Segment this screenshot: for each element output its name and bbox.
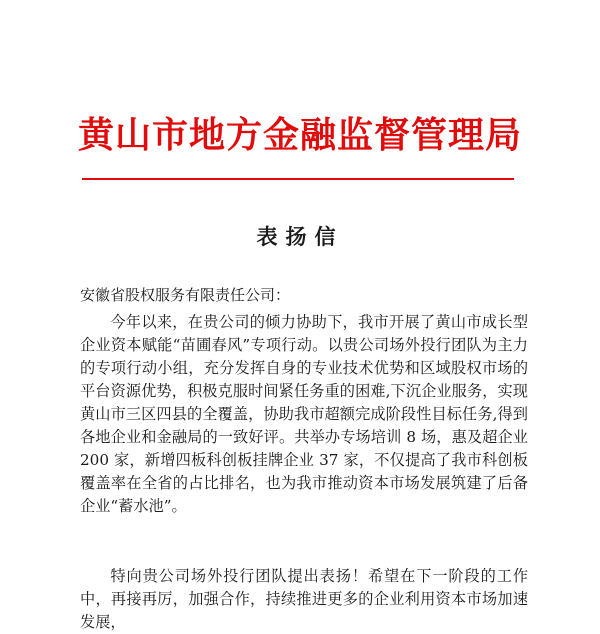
letter-paragraph-2: 特向贵公司场外投行团队提出表扬！希望在下一阶段的工作中，再接再厉，加强合作，持续推进更多的企业利用资本市场加速发展， — [80, 567, 528, 631]
letter-salutation: 安徽省股权服务有限责任公司： — [80, 286, 291, 304]
letter-title: 表扬信 — [256, 224, 344, 249]
letterhead-org-name: 黄山市地方金融监督管理局 — [77, 114, 522, 156]
letterhead-red-rule — [82, 178, 514, 180]
letter-paragraph-1: 今年以来，在贵公司的倾力协助下，我市开展了黄山市成长型企业资本赋能“苗圃春风”专项行动。以贵公司场外投行团队为主力的专项行动小组，充分发挥自身的专业技术优势和区域股权市场的平台资源优势，积极克服时间紧任务重的困难,下沉企业服务，实现黄山市三区四县的全覆盖，协助我市超额完成阶段性目标任务,得到各地企业和金融局的一致好评。共举办专场培训 8 场，惠及超企业 200 家，新增四板科创板挂牌企业 37 家，不仅提高了我市科创板覆盖率在全省的占比排名，也为我市推动资本市场发展筑建了后备企业“蓄水池”。 — [80, 313, 528, 515]
